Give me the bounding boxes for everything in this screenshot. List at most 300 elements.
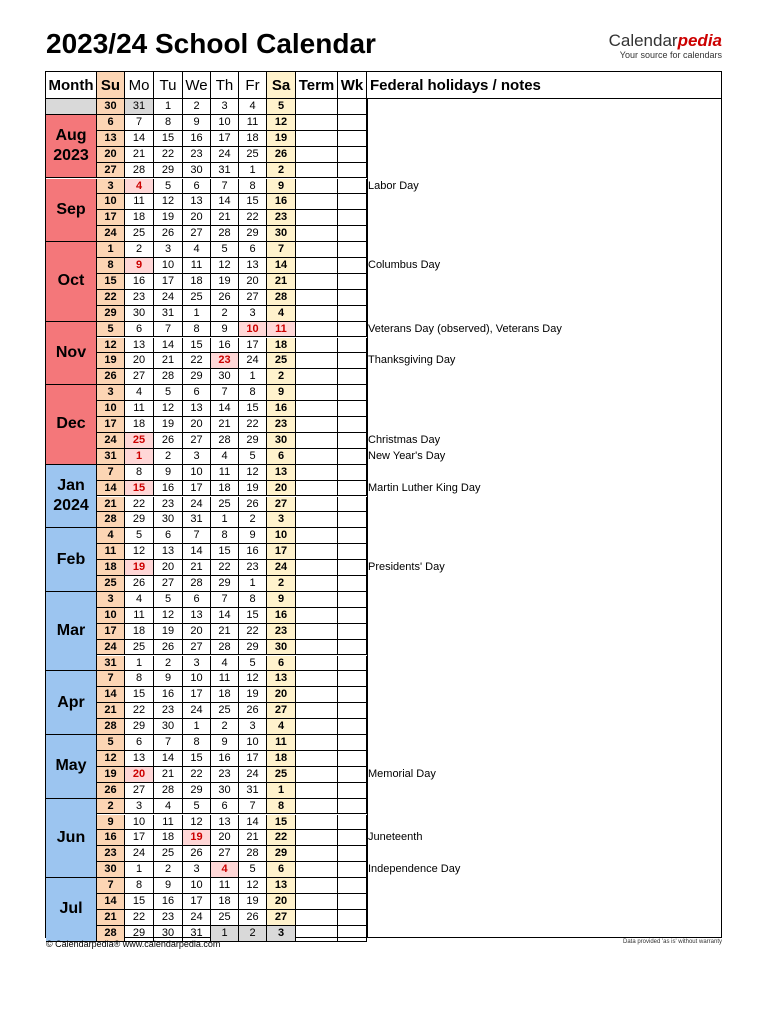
month-label: Nov <box>46 322 97 386</box>
week-cell[interactable] <box>338 369 367 385</box>
day-cell-sat: 17 <box>267 544 296 560</box>
day-cell-wed: 13 <box>183 194 211 210</box>
day-cell-sat: 22 <box>267 830 296 846</box>
term-cell[interactable] <box>296 544 338 560</box>
day-cell-thu: 10 <box>211 115 239 131</box>
week-cell[interactable] <box>338 687 367 703</box>
day-cell-sat: 9 <box>267 385 296 401</box>
week-cell[interactable] <box>338 163 367 179</box>
day-cell-sat: 19 <box>267 131 296 147</box>
day-cell-sat: 29 <box>267 846 296 862</box>
week-cell[interactable] <box>338 306 367 322</box>
week-cell[interactable] <box>338 242 367 258</box>
month-label: Feb <box>46 528 97 592</box>
day-cell-wed: 20 <box>183 624 211 640</box>
term-cell[interactable] <box>296 592 338 608</box>
day-cell-sat: 20 <box>267 481 296 497</box>
day-cell-tue: 28 <box>154 369 183 385</box>
term-cell[interactable] <box>296 433 338 449</box>
day-cell-tue: 10 <box>154 258 183 274</box>
day-cell-thu: 29 <box>211 576 239 592</box>
week-cell[interactable] <box>338 449 367 465</box>
notes-divider <box>367 99 368 937</box>
term-cell[interactable] <box>296 131 338 147</box>
week-cell[interactable] <box>338 624 367 640</box>
day-cell-fri: 24 <box>239 767 267 783</box>
day-cell-fri: 7 <box>239 799 267 815</box>
week-cell[interactable] <box>338 433 367 449</box>
day-cell-tue: 28 <box>154 783 183 799</box>
day-cell-sat: 27 <box>267 910 296 926</box>
day-cell-mon: 1 <box>125 449 154 465</box>
week-cell[interactable] <box>338 719 367 735</box>
day-cell-fri: 1 <box>239 576 267 592</box>
day-cell-tue: 17 <box>154 274 183 290</box>
day-cell-thu: 18 <box>211 687 239 703</box>
week-cell[interactable] <box>338 751 367 767</box>
day-cell-mon: 29 <box>125 719 154 735</box>
day-cell-wed: 10 <box>183 465 211 481</box>
term-cell[interactable] <box>296 783 338 799</box>
month-label: Oct <box>46 242 97 322</box>
day-cell-thu: 4 <box>211 862 239 878</box>
term-cell[interactable] <box>296 465 338 481</box>
day-cell-sun: 1 <box>97 242 125 258</box>
day-cell-mon: 29 <box>125 926 154 942</box>
term-cell[interactable] <box>296 194 338 210</box>
day-cell-sat: 14 <box>267 258 296 274</box>
day-cell-tue: 7 <box>154 322 183 338</box>
month-label: Jul <box>46 878 97 942</box>
day-cell-sat: 23 <box>267 210 296 226</box>
day-cell-sat: 25 <box>267 353 296 369</box>
footer-disclaimer: Data provided 'as is' without warranty <box>622 939 722 945</box>
term-cell[interactable] <box>296 719 338 735</box>
day-cell-sun: 25 <box>97 576 125 592</box>
day-cell-sun: 14 <box>97 894 125 910</box>
day-cell-wed: 3 <box>183 656 211 672</box>
term-cell[interactable] <box>296 481 338 497</box>
day-cell-mon: 15 <box>125 894 154 910</box>
day-cell-thu: 2 <box>211 719 239 735</box>
term-cell[interactable] <box>296 242 338 258</box>
term-cell[interactable] <box>296 830 338 846</box>
term-cell[interactable] <box>296 306 338 322</box>
day-cell-mon: 16 <box>125 274 154 290</box>
day-cell-mon: 8 <box>125 671 154 687</box>
day-cell-fri: 12 <box>239 465 267 481</box>
day-cell-wed: 1 <box>183 719 211 735</box>
day-cell-thu: 28 <box>211 226 239 242</box>
day-cell-sat: 25 <box>267 767 296 783</box>
day-cell-sat: 2 <box>267 576 296 592</box>
day-cell-sun: 21 <box>97 910 125 926</box>
day-cell-sun: 22 <box>97 290 125 306</box>
day-cell-wed: 27 <box>183 226 211 242</box>
week-cell[interactable] <box>338 274 367 290</box>
day-cell-fri: 22 <box>239 210 267 226</box>
day-cell-mon: 7 <box>125 115 154 131</box>
day-cell-tue: 19 <box>154 624 183 640</box>
day-cell-fri: 11 <box>239 115 267 131</box>
day-cell-fri: 5 <box>239 449 267 465</box>
term-cell[interactable] <box>296 369 338 385</box>
term-cell[interactable] <box>296 910 338 926</box>
week-cell[interactable] <box>338 179 367 195</box>
term-cell[interactable] <box>296 353 338 369</box>
day-cell-sun: 14 <box>97 481 125 497</box>
header-month: Month <box>46 72 97 99</box>
holiday-note: Presidents' Day <box>368 561 445 574</box>
day-cell-thu: 1 <box>211 512 239 528</box>
day-cell-sun: 12 <box>97 751 125 767</box>
day-cell-wed: 24 <box>183 703 211 719</box>
week-cell[interactable] <box>338 830 367 846</box>
day-cell-wed: 17 <box>183 687 211 703</box>
day-cell-sat: 5 <box>267 99 296 115</box>
week-cell[interactable] <box>338 322 367 338</box>
day-cell-thu: 21 <box>211 624 239 640</box>
day-cell-tue: 14 <box>154 338 183 354</box>
term-cell[interactable] <box>296 767 338 783</box>
day-cell-sat: 8 <box>267 799 296 815</box>
term-cell[interactable] <box>296 338 338 354</box>
term-cell[interactable] <box>296 417 338 433</box>
day-cell-tue: 30 <box>154 512 183 528</box>
term-cell[interactable] <box>296 163 338 179</box>
week-cell[interactable] <box>338 671 367 687</box>
term-cell[interactable] <box>296 322 338 338</box>
day-cell-fri: 8 <box>239 385 267 401</box>
week-cell[interactable] <box>338 640 367 656</box>
week-cell[interactable] <box>338 878 367 894</box>
day-cell-wed: 4 <box>183 242 211 258</box>
day-cell-tue: 9 <box>154 671 183 687</box>
day-cell-sun: 31 <box>97 449 125 465</box>
day-cell-mon: 25 <box>125 433 154 449</box>
day-cell-wed: 9 <box>183 115 211 131</box>
term-cell[interactable] <box>296 656 338 672</box>
term-cell[interactable] <box>296 528 338 544</box>
day-cell-thu: 28 <box>211 433 239 449</box>
day-cell-mon: 8 <box>125 878 154 894</box>
day-cell-fri: 26 <box>239 910 267 926</box>
week-cell[interactable] <box>338 401 367 417</box>
day-cell-fri: 5 <box>239 656 267 672</box>
week-cell[interactable] <box>338 481 367 497</box>
day-cell-sun: 3 <box>97 592 125 608</box>
day-cell-wed: 19 <box>183 830 211 846</box>
day-cell-tue: 29 <box>154 163 183 179</box>
week-cell[interactable] <box>338 815 367 831</box>
week-cell[interactable] <box>338 910 367 926</box>
term-cell[interactable] <box>296 815 338 831</box>
term-cell[interactable] <box>296 210 338 226</box>
day-cell-thu: 2 <box>211 306 239 322</box>
day-cell-wed: 17 <box>183 894 211 910</box>
day-cell-tue: 16 <box>154 687 183 703</box>
day-cell-sat: 15 <box>267 815 296 831</box>
week-cell[interactable] <box>338 767 367 783</box>
day-cell-thu: 9 <box>211 735 239 751</box>
header-tuesday: Tu <box>154 72 183 99</box>
day-cell-sun: 18 <box>97 560 125 576</box>
brand-logo[interactable] <box>560 32 722 60</box>
week-cell[interactable] <box>338 115 367 131</box>
day-cell-wed: 30 <box>183 163 211 179</box>
day-cell-sun: 27 <box>97 163 125 179</box>
day-cell-thu: 11 <box>211 465 239 481</box>
day-cell-wed: 6 <box>183 385 211 401</box>
day-cell-tue: 20 <box>154 560 183 576</box>
header-thursday: Th <box>211 72 239 99</box>
day-cell-sun: 7 <box>97 465 125 481</box>
day-cell-sat: 18 <box>267 338 296 354</box>
day-cell-fri: 10 <box>239 735 267 751</box>
day-cell-fri: 22 <box>239 624 267 640</box>
day-cell-sat: 7 <box>267 242 296 258</box>
term-cell[interactable] <box>296 608 338 624</box>
day-cell-sun: 26 <box>97 369 125 385</box>
day-cell-thu: 16 <box>211 338 239 354</box>
day-cell-sun: 3 <box>97 179 125 195</box>
day-cell-mon: 15 <box>125 687 154 703</box>
week-cell[interactable] <box>338 592 367 608</box>
day-cell-mon: 29 <box>125 512 154 528</box>
day-cell-mon: 2 <box>125 242 154 258</box>
day-cell-thu: 1 <box>211 926 239 942</box>
term-cell[interactable] <box>296 115 338 131</box>
week-cell[interactable] <box>338 497 367 513</box>
term-cell[interactable] <box>296 512 338 528</box>
holiday-note: Martin Luther King Day <box>368 481 481 494</box>
day-cell-wed: 2 <box>183 99 211 115</box>
day-cell-sun: 5 <box>97 322 125 338</box>
month-label: May <box>46 735 97 799</box>
term-cell[interactable] <box>296 401 338 417</box>
term-cell[interactable] <box>296 703 338 719</box>
week-cell[interactable] <box>338 258 367 274</box>
week-cell[interactable] <box>338 926 367 942</box>
day-cell-wed: 25 <box>183 290 211 306</box>
day-cell-fri: 6 <box>239 242 267 258</box>
day-cell-sun: 10 <box>97 194 125 210</box>
week-cell[interactable] <box>338 210 367 226</box>
day-cell-sat: 3 <box>267 926 296 942</box>
term-cell[interactable] <box>296 671 338 687</box>
day-cell-thu: 25 <box>211 703 239 719</box>
week-cell[interactable] <box>338 560 367 576</box>
day-cell-fri: 31 <box>239 783 267 799</box>
day-cell-sun: 7 <box>97 671 125 687</box>
brand-tagline: Your source for calendars <box>619 50 722 60</box>
term-cell[interactable] <box>296 735 338 751</box>
day-cell-mon: 11 <box>125 401 154 417</box>
week-cell[interactable] <box>338 99 367 115</box>
day-cell-tue: 6 <box>154 528 183 544</box>
week-cell[interactable] <box>338 703 367 719</box>
week-cell[interactable] <box>338 290 367 306</box>
day-cell-mon: 4 <box>125 385 154 401</box>
week-cell[interactable] <box>338 576 367 592</box>
page-title: 2023/24 School Calendar <box>46 28 376 59</box>
week-cell[interactable] <box>338 417 367 433</box>
day-cell-tue: 22 <box>154 147 183 163</box>
day-cell-sat: 23 <box>267 417 296 433</box>
header-saturday: Sa <box>267 72 296 99</box>
day-cell-fri: 2 <box>239 512 267 528</box>
term-cell[interactable] <box>296 147 338 163</box>
week-cell[interactable] <box>338 512 367 528</box>
day-cell-thu: 6 <box>211 799 239 815</box>
term-cell[interactable] <box>296 862 338 878</box>
week-cell[interactable] <box>338 385 367 401</box>
week-cell[interactable] <box>338 194 367 210</box>
day-cell-mon: 14 <box>125 131 154 147</box>
day-cell-wed: 13 <box>183 401 211 417</box>
day-cell-wed: 20 <box>183 417 211 433</box>
week-cell[interactable] <box>338 528 367 544</box>
day-cell-tue: 16 <box>154 894 183 910</box>
day-cell-wed: 1 <box>183 306 211 322</box>
week-cell[interactable] <box>338 783 367 799</box>
week-cell[interactable] <box>338 353 367 369</box>
day-cell-tue: 4 <box>154 799 183 815</box>
day-cell-fri: 15 <box>239 608 267 624</box>
day-cell-fri: 3 <box>239 306 267 322</box>
week-cell[interactable] <box>338 894 367 910</box>
day-cell-sat: 11 <box>267 322 296 338</box>
day-cell-thu: 20 <box>211 830 239 846</box>
term-cell[interactable] <box>296 576 338 592</box>
brand-name-accent: pedia <box>677 31 722 50</box>
day-cell-wed: 15 <box>183 338 211 354</box>
day-cell-sat: 11 <box>267 735 296 751</box>
day-cell-sun: 13 <box>97 131 125 147</box>
day-cell-thu: 25 <box>211 497 239 513</box>
day-cell-fri: 23 <box>239 560 267 576</box>
day-cell-wed: 27 <box>183 433 211 449</box>
day-cell-sun: 31 <box>97 656 125 672</box>
day-cell-fri: 28 <box>239 846 267 862</box>
day-cell-mon: 12 <box>125 544 154 560</box>
day-cell-sun: 29 <box>97 306 125 322</box>
day-cell-mon: 19 <box>125 560 154 576</box>
day-cell-mon: 22 <box>125 497 154 513</box>
day-cell-mon: 18 <box>125 624 154 640</box>
day-cell-mon: 9 <box>125 258 154 274</box>
week-cell[interactable] <box>338 735 367 751</box>
day-cell-thu: 24 <box>211 147 239 163</box>
week-cell[interactable] <box>338 226 367 242</box>
day-cell-wed: 7 <box>183 528 211 544</box>
day-cell-wed: 28 <box>183 576 211 592</box>
day-cell-sun: 30 <box>97 862 125 878</box>
term-cell[interactable] <box>296 449 338 465</box>
week-cell[interactable] <box>338 862 367 878</box>
holiday-note: Christmas Day <box>368 433 441 446</box>
day-cell-thu: 21 <box>211 417 239 433</box>
week-cell[interactable] <box>338 147 367 163</box>
day-cell-tue: 5 <box>154 385 183 401</box>
term-cell[interactable] <box>296 687 338 703</box>
term-cell[interactable] <box>296 560 338 576</box>
week-cell[interactable] <box>338 544 367 560</box>
day-cell-mon: 15 <box>125 481 154 497</box>
week-cell[interactable] <box>338 656 367 672</box>
day-cell-thu: 13 <box>211 815 239 831</box>
week-cell[interactable] <box>338 846 367 862</box>
term-cell[interactable] <box>296 99 338 115</box>
day-cell-mon: 25 <box>125 226 154 242</box>
day-cell-tue: 2 <box>154 449 183 465</box>
term-cell[interactable] <box>296 751 338 767</box>
day-cell-mon: 21 <box>125 147 154 163</box>
day-cell-fri: 2 <box>239 926 267 942</box>
week-cell[interactable] <box>338 799 367 815</box>
day-cell-thu: 12 <box>211 258 239 274</box>
day-cell-thu: 15 <box>211 544 239 560</box>
week-cell[interactable] <box>338 338 367 354</box>
week-cell[interactable] <box>338 465 367 481</box>
term-cell[interactable] <box>296 258 338 274</box>
day-cell-sat: 4 <box>267 719 296 735</box>
day-cell-thu: 19 <box>211 274 239 290</box>
day-cell-thu: 9 <box>211 322 239 338</box>
day-cell-thu: 25 <box>211 910 239 926</box>
term-cell[interactable] <box>296 894 338 910</box>
day-cell-mon: 24 <box>125 846 154 862</box>
day-cell-fri: 29 <box>239 433 267 449</box>
month-label: Jan 2024 <box>46 465 97 529</box>
holiday-note: Veterans Day (observed), Veterans Day <box>368 322 562 335</box>
week-cell[interactable] <box>338 131 367 147</box>
day-cell-sun: 5 <box>97 735 125 751</box>
day-cell-mon: 6 <box>125 735 154 751</box>
term-cell[interactable] <box>296 497 338 513</box>
term-cell[interactable] <box>296 290 338 306</box>
term-cell[interactable] <box>296 846 338 862</box>
day-cell-sun: 17 <box>97 417 125 433</box>
day-cell-sat: 3 <box>267 512 296 528</box>
term-cell[interactable] <box>296 226 338 242</box>
week-cell[interactable] <box>338 608 367 624</box>
term-cell[interactable] <box>296 926 338 942</box>
term-cell[interactable] <box>296 274 338 290</box>
footer-copyright[interactable]: © Calendarpedia® www.calendarpedia.com <box>46 939 221 949</box>
day-cell-tue: 11 <box>154 815 183 831</box>
term-cell[interactable] <box>296 799 338 815</box>
term-cell[interactable] <box>296 878 338 894</box>
day-cell-tue: 14 <box>154 751 183 767</box>
calendar-table <box>45 71 722 938</box>
day-cell-thu: 16 <box>211 751 239 767</box>
day-cell-thu: 7 <box>211 385 239 401</box>
day-cell-mon: 25 <box>125 640 154 656</box>
term-cell[interactable] <box>296 385 338 401</box>
day-cell-thu: 4 <box>211 449 239 465</box>
term-cell[interactable] <box>296 640 338 656</box>
term-cell[interactable] <box>296 624 338 640</box>
term-cell[interactable] <box>296 179 338 195</box>
day-cell-tue: 13 <box>154 544 183 560</box>
day-cell-tue: 26 <box>154 226 183 242</box>
day-cell-fri: 18 <box>239 131 267 147</box>
day-cell-fri: 24 <box>239 353 267 369</box>
day-cell-mon: 18 <box>125 210 154 226</box>
header-wednesday: We <box>183 72 211 99</box>
day-cell-sat: 12 <box>267 115 296 131</box>
